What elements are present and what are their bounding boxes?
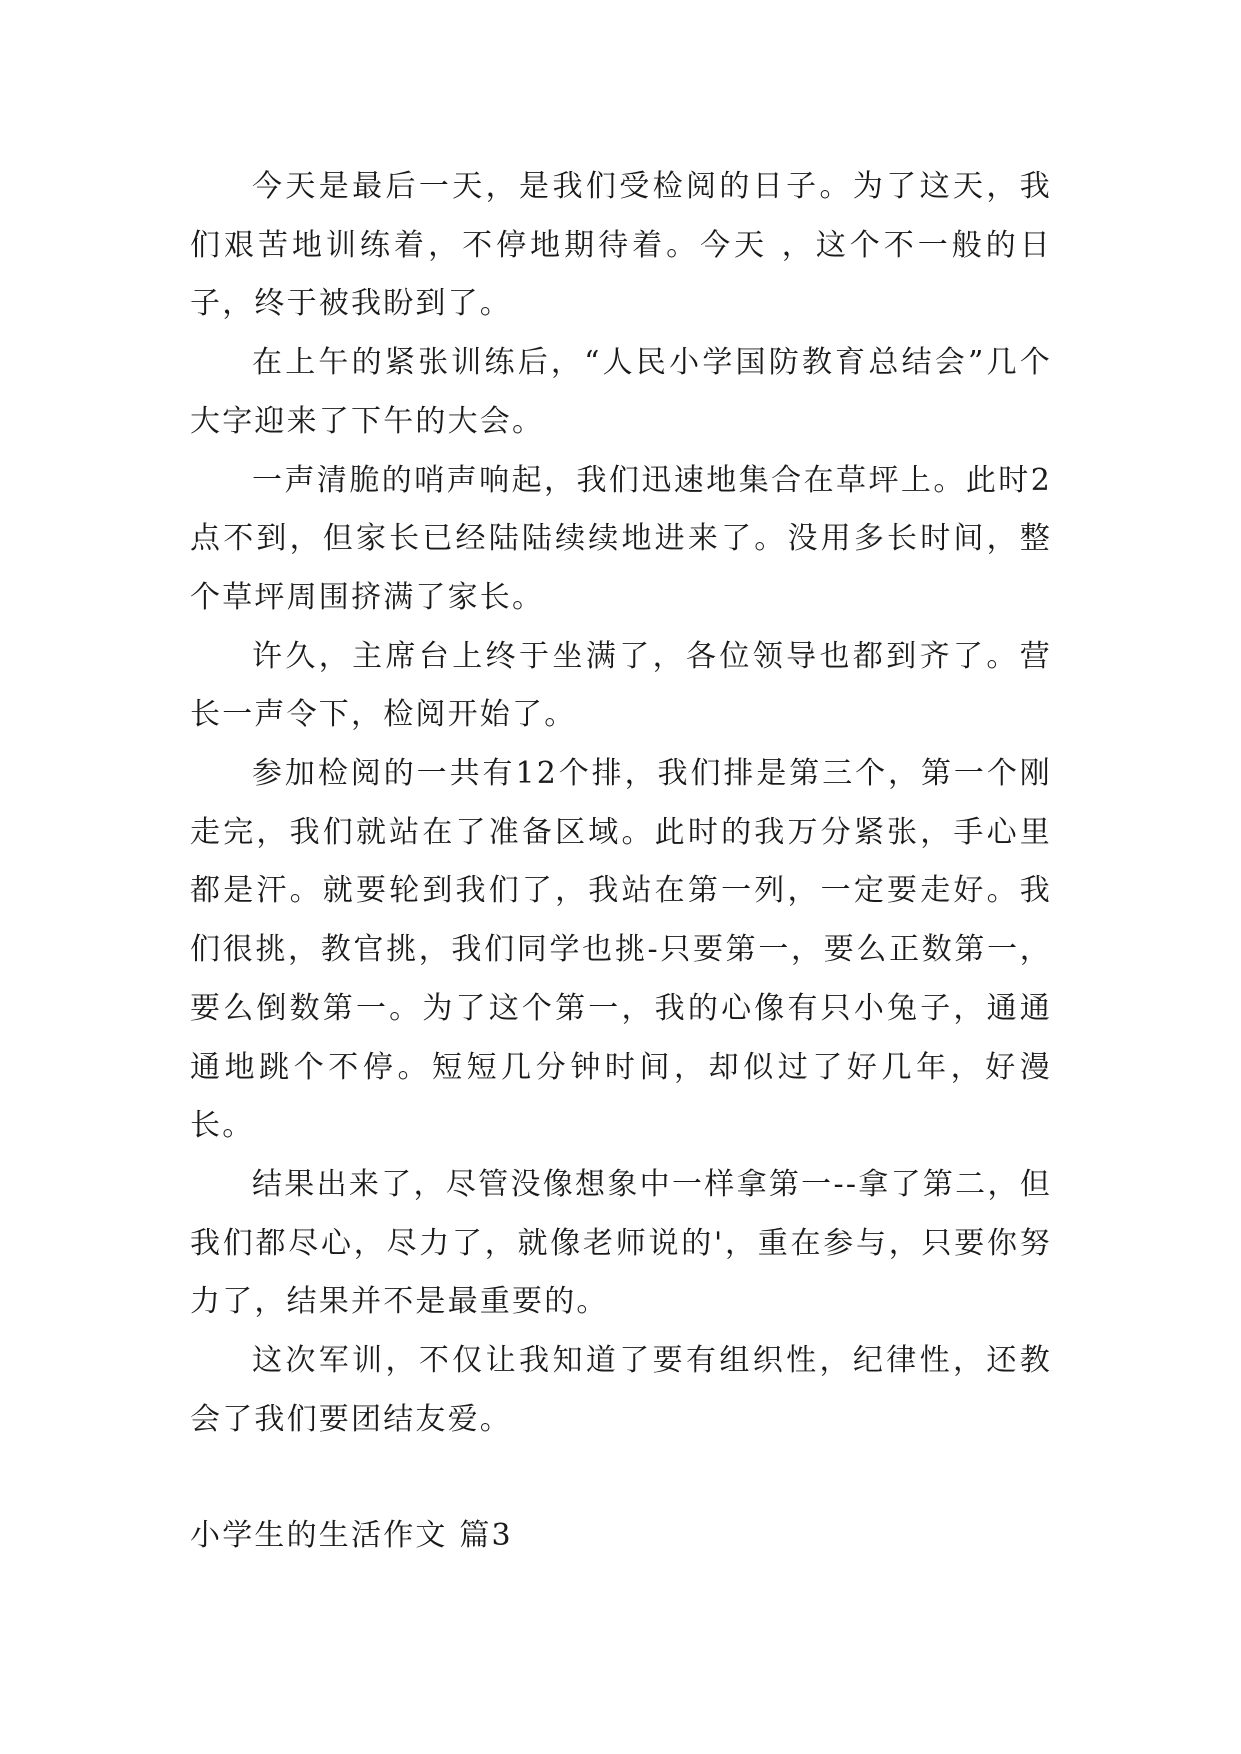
paragraph-1: 今天是最后一天，是我们受检阅的日子。为了这天，我们艰苦地训练着，不停地期待着。今天 ，这个不一般的日子，终于被我盼到了。 [190, 169, 1052, 322]
paragraph-4: 许久，主席台上终于坐满了，各位领导也都到齐了。营长一声令下，检阅开始了。 [190, 638, 1052, 733]
paragraph-2: 在上午的紧张训练后，“人民小学国防教育总结会”几个大字迎来了下午的大会。 [190, 345, 1052, 439]
paragraph-6: 结果出来了，尽管没像想象中一样拿第一--拿了第二，但我们都尽心，尽力了，就像老师说的'，重在参与，只要你努力了，结果并不是最重要的。 [190, 1166, 1052, 1320]
document-page [190, 158, 1052, 1565]
paragraph-7: 这次军训，不仅让我知道了要有组织性，纪律性，还教会了我们要团结友爱。 [190, 1343, 1052, 1437]
section-heading: 小学生的生活作文 篇3 [190, 1518, 513, 1554]
paragraph-5: 参加检阅的一共有12个排，我们排是第三个，第一个刚走完，我们就站在了准备区域。此时的我万分紧张，手心里都是汗。就要轮到我们了，我站在第一列，一定要走好。我们很挑，教官挑，我们同学也挑-只要第一，要么正数第一，要么倒数第一。为了这个第一，我的心像有只小兔子，通通通地跳个不停。短短几分钟时间，却似过了好几年，好漫长。 [190, 756, 1052, 1144]
paragraph-3: 一声清脆的哨声响起，我们迅速地集合在草坪上。此时2点不到，但家长已经陆陆续续地进来了。没用多长时间，整个草坪周围挤满了家长。 [190, 462, 1052, 615]
